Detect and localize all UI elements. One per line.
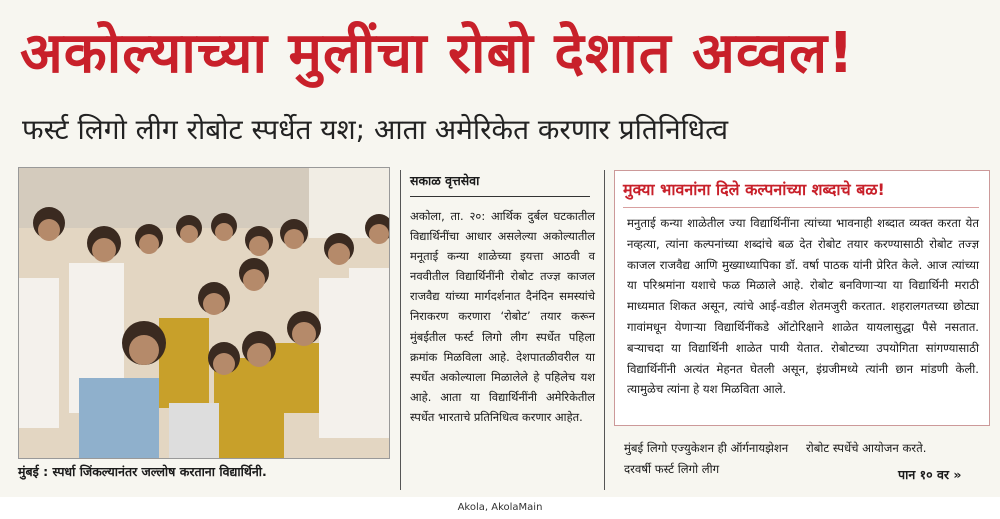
footer-label: Akola, AkolaMain [457,502,543,513]
subheadline: फर्स्ट लिगो लीग रोबोट स्पर्धेत यश; आता अमेरिकेत करणार प्रतिनिधित्व [22,113,729,146]
sidebar-body: मनुताई कन्या शाळेतील ज्या विद्यार्थिनींना त्यांच्या भावनाही शब्दात व्यक्त करता येत नव्हत्या, त्यांना कल्पनांच्या शब्दांचे बळ देत रोबोट तयार करण्यासाठी रोबोट तज्ज्ञ काजल राजवैद्य आणि मुख्याध्यापिका डॉ. वर्षा पाठक यांनी प्रेरित केले. आज त्यांच्या या परिश्रमांना यशाचे फळ मिळाले आहे. रोबोट बनविणाऱ्या या विद्यार्थिनी मराठी माध्यमात शिकत असून, त्यांचे आई-वडील शेतमजुरी करतात. शहरालगतच्या छोट्या गावांमधून येणाऱ्या विद्यार्थिनींकडे ऑटोरिक्षाने शाळेत यायलासुद्धा पैसे नसतात. बऱ्याचदा या विद्यार्थिनी शाळेत पायी येतात. रोबोटच्या उपयोगिता सांगण्यासाठी विद्यार्थिनींनी अत्यंत मेहनत घेतली असून, इंग्रजीमध्ये त्यांनी छान मांडणी केली. त्यामुळेच त्यांना हे यश मिळविता आले. [627,216,979,397]
sidebar-title: मुक्या भावनांना दिले कल्पनांच्या शब्दाचे बळ! [623,180,885,199]
article-paragraph: अकोला, ता. २०: आर्थिक दुर्बल घटकातील विद्यार्थिनींचा आधार असलेल्या अकोल्यातील मनूताई कन्या शाळेच्या इयत्ता आठवी व नववीतील विद्यार्थिनींनी रोबोट तज्ज्ञ काजल राजवैद्य यांच्या मार्गदर्शनात दैनंदिन समस्यांचे निराकरण करणारा ‘रोबोट’ तयार करून मुंबईतील फर्स्ट लिगो लीग स्पर्धेत पहिला क्रमांक मिळविला आहे. देशपातळीवरील या स्पर्धेत अकोल्याला मिळालेले हे पहिलेच यश आहे. आता या विद्यार्थिनींनी अमेरिकेतील स्पर्धेत भारताचे प्रतिनिधित्व करणार आहेत. [410,209,595,424]
byline-rule [410,196,590,197]
continued-col1: मुंबई लिगो एज्युकेशन ही ऑर्गनायझेशन दरवर्षी फर्स्ट लिगो लीग [624,441,789,476]
sidebar-title-rule [623,207,979,208]
column-divider [400,170,401,490]
continued-col2: रोबोट स्पर्धेचे आयोजन करते. [806,441,927,455]
jump-link[interactable]: पान १० वर » [898,467,962,482]
column-divider [604,170,605,490]
photo-caption: मुंबई : स्पर्धा जिंकल्यानंतर जल्लोष करताना विद्यार्थिनी. [18,464,267,479]
news-photo [18,167,390,459]
headline: अकोल्याच्या मुलींचा रोबो देशात अव्वल! [20,21,855,86]
byline: सकाळ वृत्तसेवा [410,173,480,188]
sidebar-box [614,170,990,426]
article-body [410,206,595,427]
